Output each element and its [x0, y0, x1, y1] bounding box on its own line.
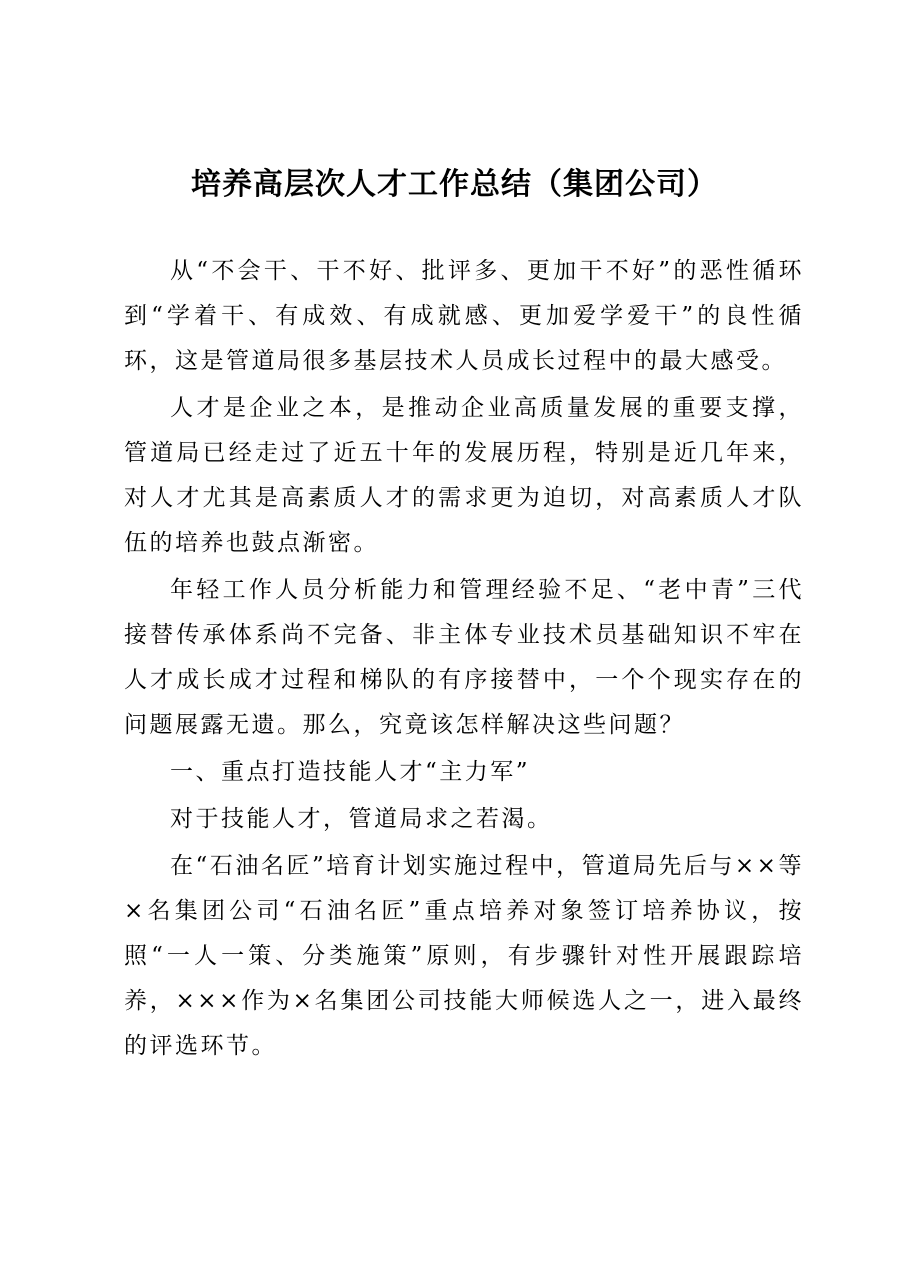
document-title: 培养高层次人才工作总结（集团公司）: [191, 167, 718, 202]
paragraph-skill-talent: 对于技能人才，管道局求之若渴。: [170, 806, 553, 832]
document-body: [124, 249, 804, 1071]
paragraph-craftsman-plan: 在“石油名匠”培育计划实施过程中，管道局先后与××等×名集团公司“石油名匠”重点培养对象签订培养协议，按照“一人一策、分类施策”原则，有步骤针对性开展跟踪培养，×××作为×名集团公司技能大师候选人之一，进入最终的评选环节。: [124, 853, 804, 1059]
section-heading-1: 一、重点打造技能人才“主力军”: [170, 759, 531, 785]
paragraph-talent-importance: 人才是企业之本，是推动企业高质量发展的重要支撑，管道局已经走过了近五十年的发展历程，特别是近几年来，对人才尤其是高素质人才的需求更为迫切，对高素质人才队伍的培养也鼓点渐密。: [124, 395, 804, 556]
paragraph-problems: 年轻工作人员分析能力和管理经验不足、“老中青”三代接替传承体系尚不完备、非主体专业技术员基础知识不牢在人才成长成才过程和梯队的有序接替中，一个个现实存在的问题展露无遗。那么，究竟该怎样解决这些问题？: [124, 577, 804, 738]
paragraph-intro: 从“不会干、干不好、批评多、更加干不好”的恶性循环到“学着干、有成效、有成就感、更加爱学爱干”的良性循环，这是管道局很多基层技术人员成长过程中的最大感受。: [124, 258, 804, 374]
